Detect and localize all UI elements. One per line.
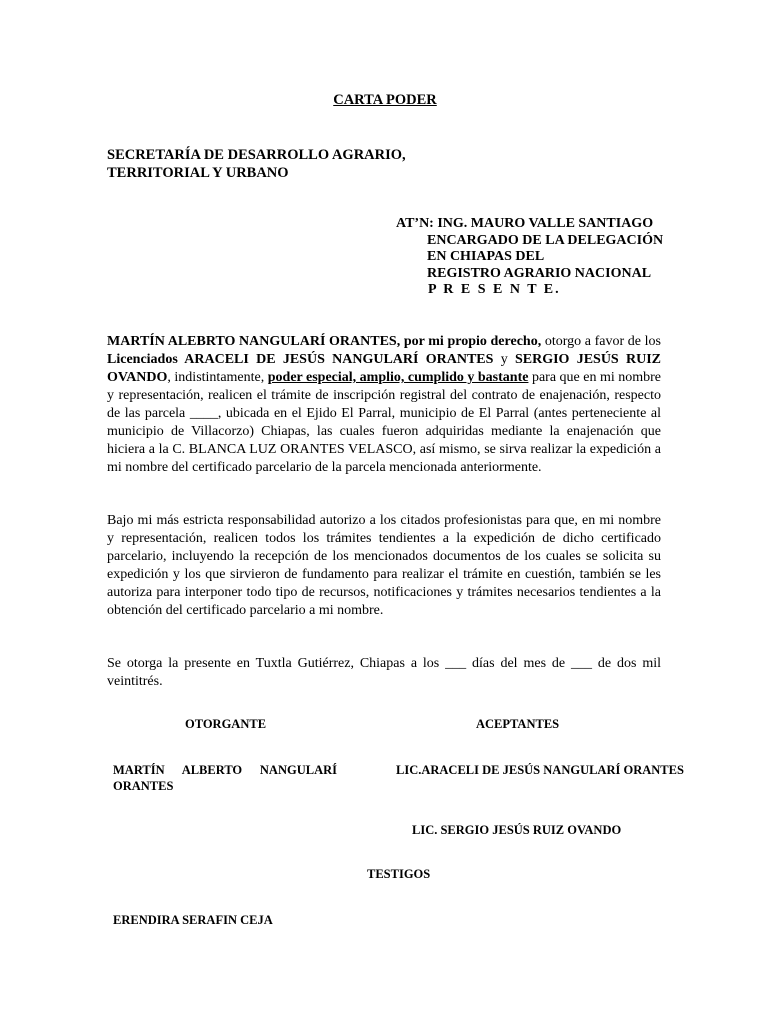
testigos-label: TESTIGOS — [367, 867, 431, 881]
recipient-organization — [107, 146, 406, 182]
testigo-1-name: ERENDIRA SERAFIN CEJA — [113, 913, 273, 927]
aceptante-1-name: LIC.ARACELI DE JESÚS NANGULARÍ ORANTES — [396, 763, 684, 777]
recipient-org-line2: TERRITORIAL Y URBANO — [107, 165, 289, 181]
body-paragraph-2: Bajo mi más estricta responsabilidad autorizo a los citados profesionistas para que, en mi nombre y representación, realicen todos los trámites tendientes a la expedición de dicho certificado parcelario, incluyendo la recepción de los mencionados documentos de los cuales se solicita su expedición y los que sirvieron de fundamento para realizar el trámite en cuestión, también se les autoriza para interponer todo tipo de recursos, notificaciones y trámites necesarios tendientes a la obtención del certificado parcelario a mi nombre. — [107, 513, 661, 618]
document-title: CARTA PODER — [333, 92, 437, 108]
attention-block — [396, 216, 663, 299]
attention-line1: AT’N: ING. MAURO VALLE SANTIAGO — [396, 216, 654, 231]
attention-line5: P R E S E N T E. — [428, 282, 561, 297]
aceptantes-label: ACEPTANTES — [476, 717, 560, 731]
attention-line4: REGISTRO AGRARIO NACIONAL — [427, 265, 652, 281]
power-type-text: poder especial, amplio, cumplido y bastante — [267, 370, 529, 385]
aceptante-2-name: LIC. SERGIO JESÚS RUIZ OVANDO — [412, 823, 622, 837]
otorgante-label: OTORGANTE — [185, 717, 267, 731]
body-paragraph-3: Se otorga la presente en Tuxtla Gutiérrez, Chiapas a los ___ días del mes de ___ de dos mil veintitrés. — [107, 656, 661, 689]
grantor-name: MARTÍN ALEBRTO NANGULARÍ ORANTES, — [107, 334, 401, 349]
paragraph1-text-1: otorgo a favor de los — [541, 334, 662, 349]
paragraph1-text-4: para que en mi nombre y representación, realicen el trámite de inscripción registral del contrato de enajenación, respecto de las parcela ____, ubicada en el Ejido El Parral, municipio de El Parral (antes perteneciente al municipio de Villacorzo) Chiapas, las cuales fueron adquiridas mediante la enajenación que hiciera a la C. BLANCA LUZ ORANTES VELASCO, así mismo, se sirva realizar la expedición a mi nombre del certificado parcelario de la parcela mencionada anteriormente. — [107, 370, 662, 475]
paragraph1-text-2: y — [493, 352, 515, 367]
recipient-org-line1: SECRETARÍA DE DESARROLLO AGRARIO, — [107, 147, 406, 163]
attorney-1-name: Licenciados ARACELI DE JESÚS NANGULARÍ ORANTES — [107, 352, 494, 367]
own-right-text: por mi propio derecho, — [403, 334, 542, 349]
attention-line3: EN CHIAPAS DEL — [427, 249, 545, 264]
body-paragraph-1 — [107, 333, 661, 477]
otorgante-name-line1: MARTÍN ALBERTO NANGULARÍ — [113, 763, 337, 777]
attention-line2: ENCARGADO DE LA DELEGACIÓN — [427, 232, 664, 248]
paragraph1-text-3: , indistintamente, — [167, 370, 268, 385]
attorney-2-name: SERGIO JESÚS RUIZ OVANDO — [107, 352, 661, 385]
otorgante-name-line2: ORANTES — [113, 779, 174, 793]
